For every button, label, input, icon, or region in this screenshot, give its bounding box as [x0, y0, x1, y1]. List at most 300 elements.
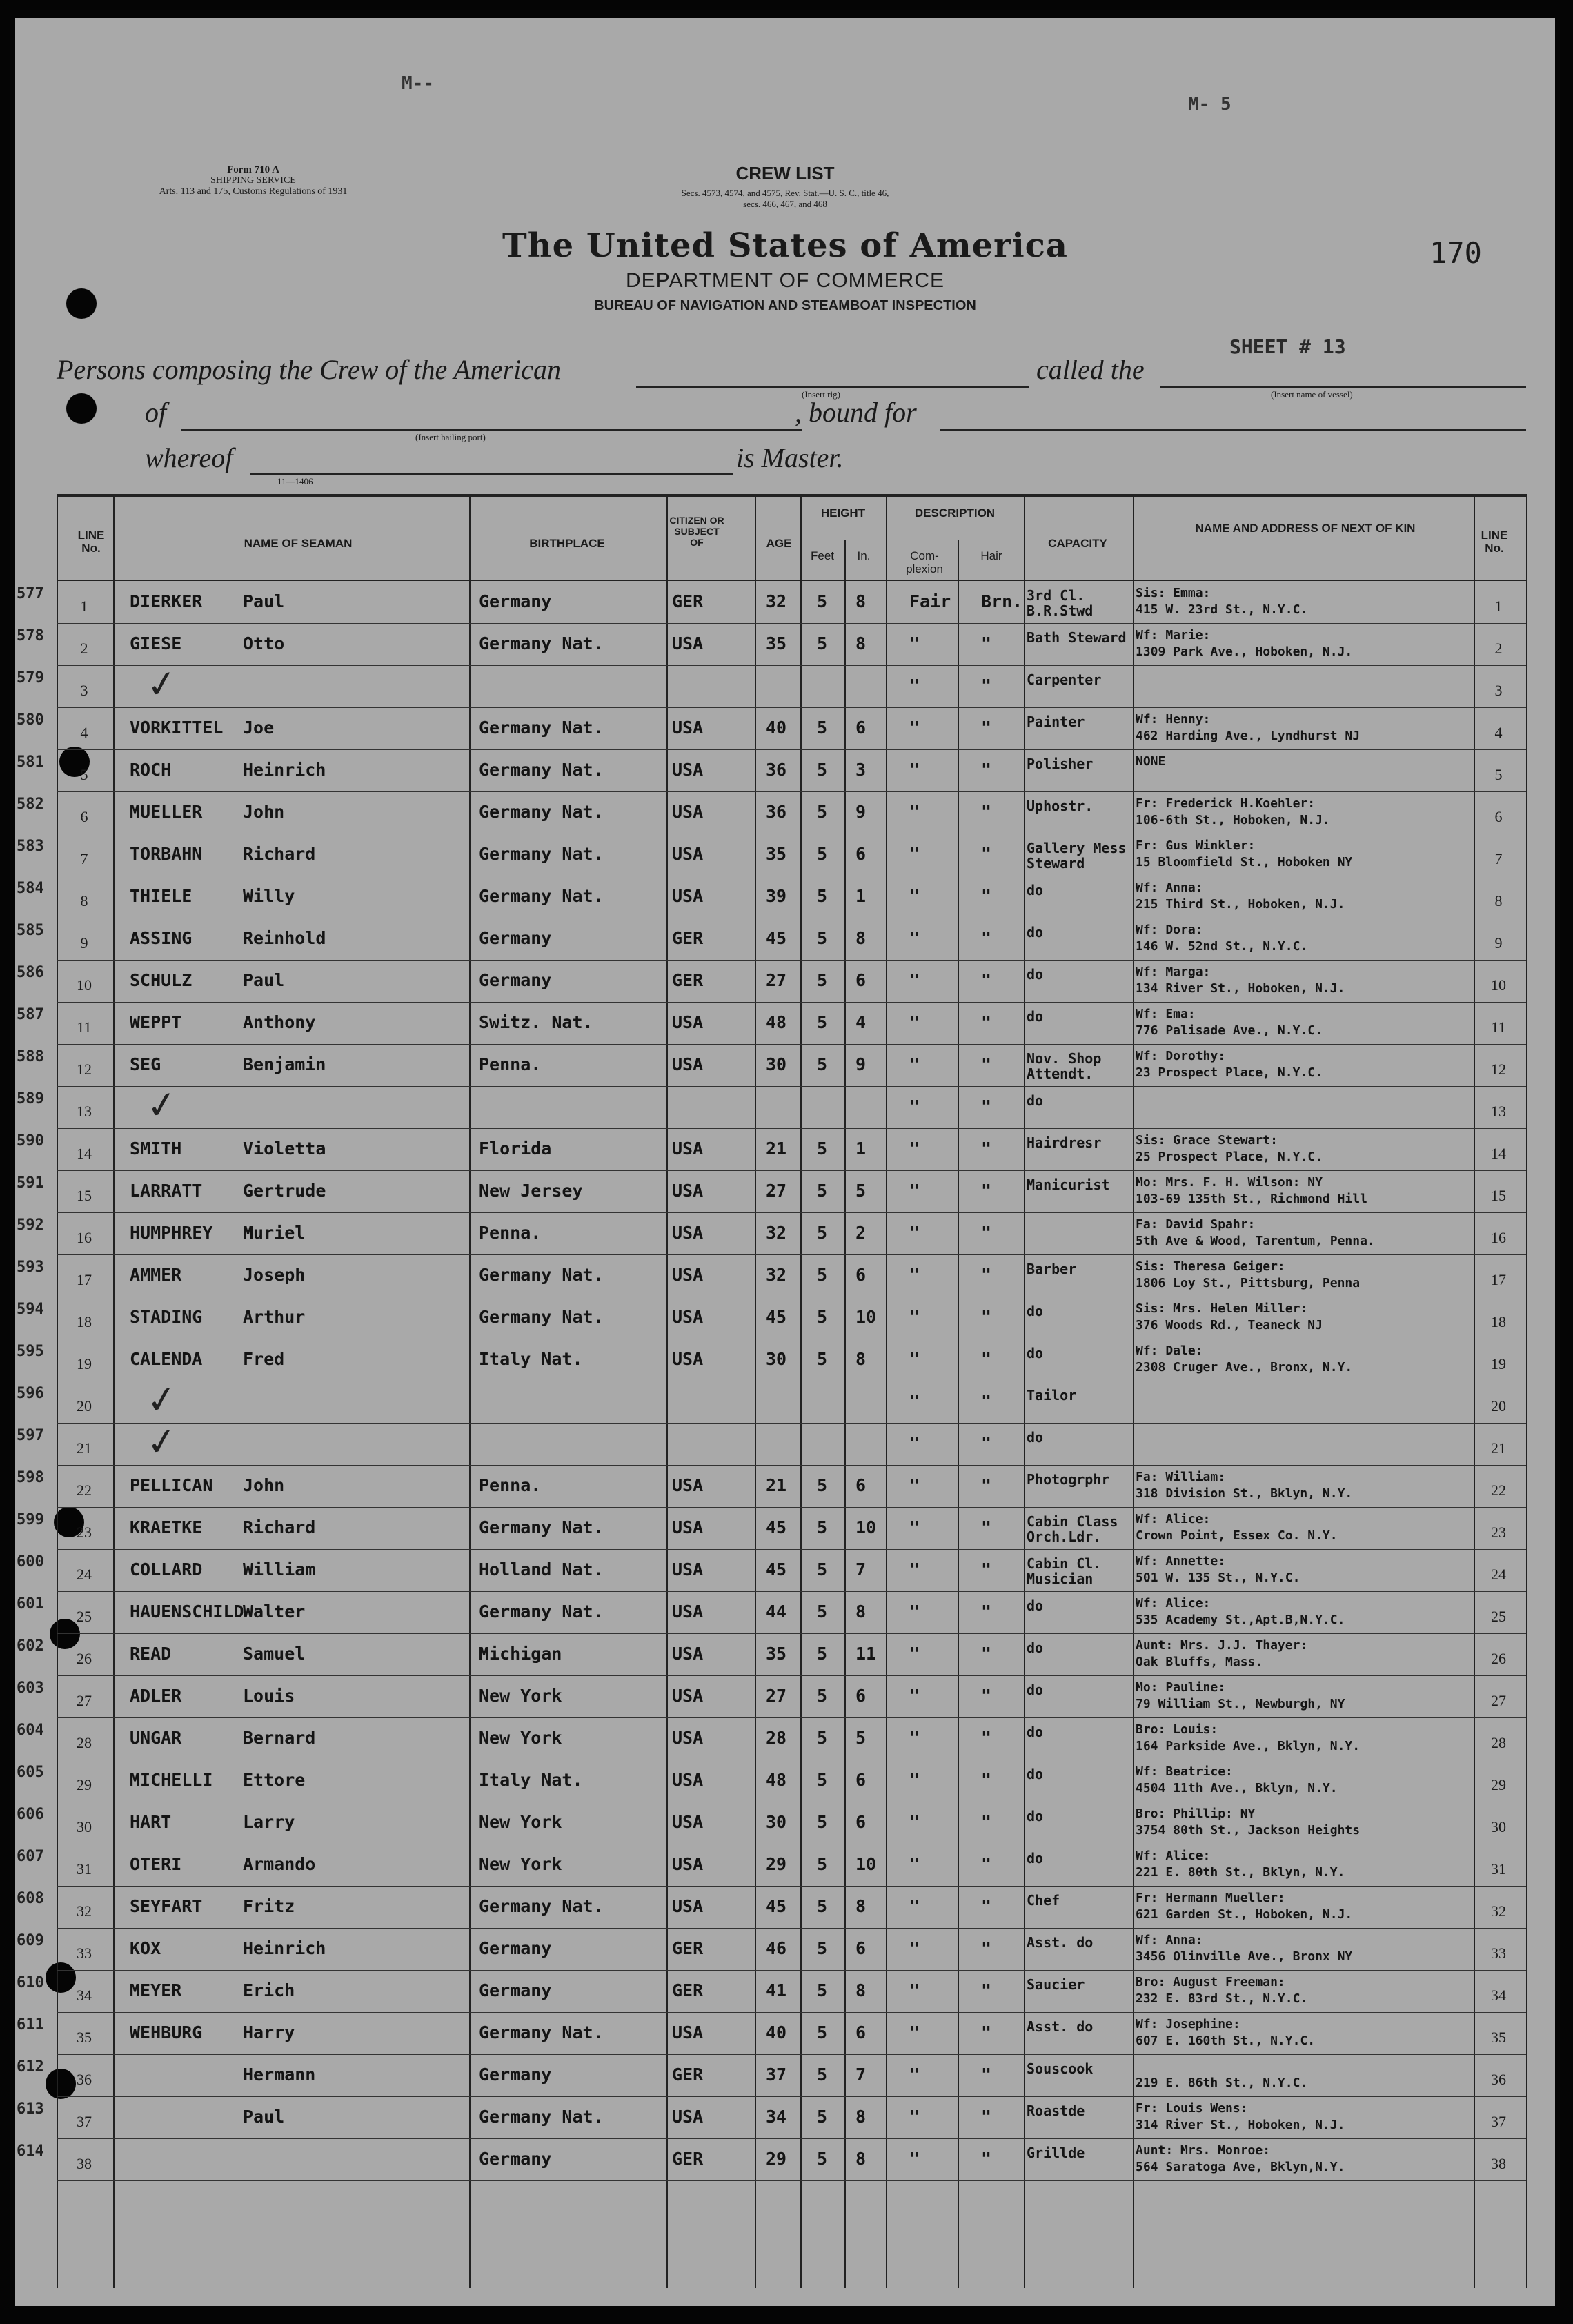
height-inches-value: 5 — [855, 1181, 867, 1201]
line-number: 24 — [77, 1566, 92, 1583]
height-inches-value: 8 — [855, 2149, 867, 2169]
complexion-value: " — [909, 2022, 920, 2042]
birthplace-value: Germany Nat. — [479, 1602, 604, 1622]
line-number-right: 29 — [1491, 1776, 1506, 1793]
row-rule — [57, 1886, 1526, 1887]
height-inches-value: 6 — [855, 1938, 867, 1958]
line-number-right: 26 — [1491, 1650, 1506, 1667]
line-number-right: 19 — [1491, 1355, 1506, 1372]
kin-address: 318 Division St., Bklyn, N.Y. — [1136, 1487, 1353, 1501]
hair-value: " — [981, 1938, 992, 1958]
birthplace-value: New Jersey — [479, 1181, 583, 1201]
birthplace-value: Germany Nat. — [479, 2022, 604, 2042]
intro-line-2a: of — [145, 397, 167, 428]
line-number: 31 — [77, 1860, 92, 1878]
column-divider — [1474, 494, 1475, 2288]
height-feet-value: 5 — [817, 1602, 828, 1622]
margin-number: 601 — [17, 1595, 44, 1613]
row-rule — [57, 749, 1526, 750]
complexion-value: " — [909, 2149, 920, 2169]
height-feet-value: 5 — [817, 1181, 828, 1201]
height-inches-value: 2 — [855, 1223, 867, 1243]
hair-value: " — [981, 1728, 992, 1748]
margin-number: 600 — [17, 1553, 44, 1570]
age-value: 46 — [766, 1938, 787, 1958]
row-rule — [57, 1633, 1526, 1634]
capacity-value: Cabin Class Orch.Ldr. — [1027, 1514, 1118, 1544]
line-number: 29 — [77, 1776, 92, 1793]
capacity-value: Asst. do — [1027, 1935, 1094, 1950]
birthplace-value: Florida — [479, 1139, 552, 1159]
line-number-right: 3 — [1494, 682, 1503, 699]
header-bottom-rule — [57, 580, 1526, 581]
kin-address: Crown Point, Essex Co. N.Y. — [1136, 1529, 1338, 1543]
hair-value: " — [981, 676, 992, 696]
line-number: 1 — [80, 598, 88, 615]
statute-references — [15, 188, 1555, 210]
birthplace-value: Penna. — [479, 1475, 542, 1495]
statute-line-1: Secs. 4573, 4574, and 4575, Rev. Stat.—U. S. C., title 46, — [681, 188, 889, 198]
birthplace-value: Penna. — [479, 1223, 542, 1243]
kin-name: Wf: Anna: — [1136, 1933, 1203, 1947]
seaman-surname: ROCH — [130, 760, 172, 780]
birthplace-value: Germany — [479, 591, 552, 611]
seaman-given-name: Benjamin — [243, 1054, 326, 1074]
kin-address: 215 Third St., Hoboken, N.J. — [1136, 898, 1345, 912]
hair-value: " — [981, 1054, 992, 1074]
complexion-value: " — [909, 802, 920, 822]
seaman-given-name: John — [243, 1475, 285, 1495]
height-inches-value: 8 — [855, 1602, 867, 1622]
col-header-kin: NAME AND ADDRESS OF NEXT OF KIN — [1195, 522, 1416, 535]
column-divider — [755, 494, 756, 2288]
hair-value: " — [981, 844, 992, 864]
line-number: 26 — [77, 1650, 92, 1667]
kin-name: Wf: Henny: — [1136, 713, 1211, 727]
citizen-value: USA — [672, 1770, 704, 1790]
hair-value: " — [981, 2022, 992, 2042]
kin-address: 621 Garden St., Hoboken, N.J. — [1136, 1908, 1353, 1922]
height-feet-value: 5 — [817, 1139, 828, 1159]
line-number: 14 — [77, 1145, 92, 1162]
birthplace-value: New York — [479, 1686, 562, 1706]
row-rule — [57, 1591, 1526, 1592]
kin-address: 23 Prospect Place, N.Y.C. — [1136, 1066, 1323, 1080]
kin-name: Wf: Dorothy: — [1136, 1050, 1226, 1063]
age-value: 35 — [766, 844, 787, 864]
hair-value: " — [981, 2149, 992, 2169]
birthplace-value: New York — [479, 1812, 562, 1832]
kin-name: Bro: August Freeman: — [1136, 1976, 1285, 1989]
height-inches-value: 9 — [855, 802, 867, 822]
birthplace-value: Germany — [479, 2149, 552, 2169]
seaman-given-name: Walter — [243, 1602, 306, 1622]
height-feet-value: 5 — [817, 1980, 828, 2000]
kin-address: 607 E. 160th St., N.Y.C. — [1136, 2034, 1316, 2048]
capacity-value: do — [1027, 1598, 1044, 1613]
capacity-value: do — [1027, 1766, 1044, 1782]
age-value: 32 — [766, 1265, 787, 1285]
complexion-value: " — [909, 1812, 920, 1832]
kin-address: 1806 Loy St., Pittsburg, Penna — [1136, 1277, 1361, 1290]
seaman-given-name: Muriel — [243, 1223, 306, 1243]
col-header-name: NAME OF SEAMAN — [244, 537, 353, 550]
height-inches-value: 8 — [855, 1980, 867, 2000]
kin-address: 415 W. 23rd St., N.Y.C. — [1136, 603, 1308, 617]
seaman-given-name: Bernard — [243, 1728, 316, 1748]
line-number-right: 37 — [1491, 2113, 1506, 2130]
height-feet-value: 5 — [817, 1559, 828, 1579]
line-number-right: 28 — [1491, 1734, 1506, 1751]
age-value: 35 — [766, 1644, 787, 1664]
seaman-surname: MUELLER — [130, 802, 203, 822]
hair-value: " — [981, 970, 992, 990]
kin-name: Wf: Josephine: — [1136, 2018, 1240, 2031]
check-mark-icon: ✓ — [143, 1376, 181, 1424]
kin-address: 79 William St., Newburgh, NY — [1136, 1697, 1345, 1711]
complexion-value: " — [909, 970, 920, 990]
vessel-hint: (Insert name of vessel) — [1271, 389, 1353, 400]
capacity-value: Gallery Mess Steward — [1027, 840, 1127, 871]
row-rule — [57, 2180, 1526, 2181]
line-number: 7 — [80, 850, 88, 867]
height-inches-value: 7 — [855, 2065, 867, 2085]
column-divider — [1526, 494, 1527, 2288]
row-rule — [57, 1002, 1526, 1003]
rig-fill-line — [636, 386, 1029, 388]
citizen-value: USA — [672, 1265, 704, 1285]
age-value: 32 — [766, 591, 787, 611]
master-fill-line — [250, 473, 733, 475]
complexion-value: " — [909, 1517, 920, 1537]
hair-value: " — [981, 1433, 992, 1453]
line-number-right: 17 — [1491, 1271, 1506, 1288]
margin-number: 588 — [17, 1048, 44, 1065]
kin-address: 314 River St., Hoboken, N.J. — [1136, 2118, 1345, 2132]
row-rule — [57, 1170, 1526, 1171]
port-hint: (Insert hailing port) — [415, 432, 486, 442]
seaman-surname: HAUENSCHILD — [130, 1602, 244, 1622]
height-feet-value: 5 — [817, 1854, 828, 1874]
kin-address: 232 E. 83rd St., N.Y.C. — [1136, 1992, 1308, 2006]
line-number: 3 — [80, 682, 88, 699]
height-inches-value: 10 — [855, 1307, 877, 1327]
kin-address: 564 Saratoga Ave, Bklyn,N.Y. — [1136, 2160, 1345, 2174]
complexion-value: " — [909, 1728, 920, 1748]
citizen-value: USA — [672, 1896, 704, 1916]
line-number-right: 31 — [1491, 1860, 1506, 1878]
row-rule — [57, 1549, 1526, 1550]
height-feet-value: 5 — [817, 1812, 828, 1832]
sheet-number: SHEET # 13 — [1229, 335, 1346, 358]
age-value: 21 — [766, 1475, 787, 1495]
margin-number: 580 — [17, 711, 44, 729]
height-inches-value: 8 — [855, 591, 867, 611]
column-divider — [57, 494, 58, 2288]
column-divider — [886, 494, 887, 2288]
age-value: 45 — [766, 928, 787, 948]
line-number-right: 35 — [1491, 2029, 1506, 2046]
kin-address: 376 Woods Rd., Teaneck NJ — [1136, 1319, 1323, 1332]
row-rule — [57, 1128, 1526, 1129]
row-rule — [57, 2096, 1526, 2097]
complexion-value: " — [909, 1265, 920, 1285]
row-rule — [57, 1086, 1526, 1087]
citizen-value: USA — [672, 1644, 704, 1664]
margin-number: 590 — [17, 1132, 44, 1150]
capacity-value: Hairdresr — [1027, 1135, 1102, 1150]
citizen-value: USA — [672, 633, 704, 653]
capacity-value: do — [1027, 1809, 1044, 1824]
citizen-value: USA — [672, 760, 704, 780]
kin-name: Bro: Louis: — [1136, 1723, 1218, 1737]
kin-name: Sis: Emma: — [1136, 587, 1211, 600]
crew-list-sheet — [15, 18, 1555, 2306]
kin-name: NONE — [1136, 755, 1166, 769]
citizen-value: USA — [672, 844, 704, 864]
citizen-value: USA — [672, 1812, 704, 1832]
intro-line-3a: whereof — [145, 442, 233, 473]
line-number-right: 22 — [1491, 1481, 1506, 1499]
seaman-surname: KOX — [130, 1938, 161, 1958]
kin-name: Fr: Frederick H.Koehler: — [1136, 797, 1316, 811]
birthplace-value: Penna. — [479, 1054, 542, 1074]
seaman-given-name: Erich — [243, 1980, 295, 2000]
seaman-given-name: Paul — [243, 591, 285, 611]
row-rule — [57, 791, 1526, 792]
page-number: 170 — [1429, 236, 1482, 270]
line-number: 13 — [77, 1103, 92, 1120]
age-value: 27 — [766, 1686, 787, 1706]
line-number-right: 20 — [1491, 1397, 1506, 1415]
hair-value: " — [981, 1307, 992, 1327]
row-rule — [57, 1254, 1526, 1255]
column-divider — [469, 494, 471, 2288]
age-value: 40 — [766, 2022, 787, 2042]
seaman-given-name: Heinrich — [243, 760, 326, 780]
line-number: 38 — [77, 2155, 92, 2172]
complexion-value: " — [909, 1559, 920, 1579]
margin-number: 604 — [17, 1722, 44, 1739]
line-number: 9 — [80, 934, 88, 952]
capacity-value: do — [1027, 1346, 1044, 1361]
hair-value: " — [981, 886, 992, 906]
seaman-surname: HART — [130, 1812, 172, 1832]
kin-address: 5th Ave & Wood, Tarentum, Penna. — [1136, 1234, 1375, 1248]
row-rule — [57, 665, 1526, 666]
margin-number: 603 — [17, 1680, 44, 1697]
kin-name: Wf: Ema: — [1136, 1007, 1196, 1021]
seaman-surname: UNGAR — [130, 1728, 182, 1748]
age-value: 45 — [766, 1559, 787, 1579]
line-number-right: 21 — [1491, 1439, 1506, 1457]
row-rule — [57, 1507, 1526, 1508]
birthplace-value: Germany — [479, 2065, 552, 2085]
kin-name: Fr: Hermann Mueller: — [1136, 1891, 1285, 1905]
hair-value: " — [981, 633, 992, 653]
kin-address: 1309 Park Ave., Hoboken, N.J. — [1136, 645, 1353, 659]
height-inches-value: 6 — [855, 970, 867, 990]
line-number: 28 — [77, 1734, 92, 1751]
seaman-given-name: Arthur — [243, 1307, 306, 1327]
margin-number: 609 — [17, 1932, 44, 1949]
margin-number: 595 — [17, 1343, 44, 1360]
col-header-citizen: CITIZEN OR SUBJECT OF — [669, 515, 724, 548]
kin-name: Fr: Louis Wens: — [1136, 2102, 1248, 2116]
complexion-value: " — [909, 1938, 920, 1958]
row-rule — [57, 1044, 1526, 1045]
height-inches-value: 11 — [855, 1644, 877, 1664]
margin-number: 610 — [17, 1974, 44, 1991]
kin-name: Fa: William: — [1136, 1470, 1226, 1484]
age-value: 21 — [766, 1139, 787, 1159]
capacity-value: Barber — [1027, 1261, 1077, 1277]
complexion-value: Fair — [909, 591, 951, 611]
seaman-given-name: Paul — [243, 2107, 285, 2127]
row-rule — [57, 1675, 1526, 1676]
kin-address: 103-69 135th St., Richmond Hill — [1136, 1192, 1367, 1206]
margin-number: 596 — [17, 1385, 44, 1402]
capacity-value: do — [1027, 1303, 1044, 1319]
kin-name: Wf: Anna: — [1136, 881, 1203, 895]
citizen-value: GER — [672, 2065, 704, 2085]
age-value: 48 — [766, 1770, 787, 1790]
line-number: 33 — [77, 1944, 92, 1962]
line-number: 30 — [77, 1818, 92, 1835]
birthplace-value: Switz. Nat. — [479, 1012, 593, 1032]
vessel-fill-line — [1160, 386, 1526, 388]
line-number: 16 — [77, 1229, 92, 1246]
height-inches-value: 6 — [855, 718, 867, 738]
col-header-feet: Feet — [810, 549, 835, 562]
hair-value: " — [981, 1602, 992, 1622]
hair-value: " — [981, 2065, 992, 2085]
line-number-right: 11 — [1491, 1018, 1506, 1036]
row-rule — [57, 623, 1526, 624]
hair-value: " — [981, 1559, 992, 1579]
seaman-surname: WEHBURG — [130, 2022, 203, 2042]
kin-address: 462 Harding Ave., Lyndhurst NJ — [1136, 729, 1361, 743]
height-feet-value: 5 — [817, 1517, 828, 1537]
seaman-given-name: Reinhold — [243, 928, 326, 948]
seaman-given-name: Anthony — [243, 1012, 316, 1032]
seaman-given-name: Hermann — [243, 2065, 316, 2085]
line-number: 32 — [77, 1902, 92, 1920]
seaman-given-name: Fritz — [243, 1896, 295, 1916]
citizen-value: USA — [672, 1139, 704, 1159]
age-value: 29 — [766, 1854, 787, 1874]
height-feet-value: 5 — [817, 1054, 828, 1074]
birthplace-value: Germany Nat. — [479, 718, 604, 738]
column-divider — [958, 540, 959, 2288]
age-value: 27 — [766, 1181, 787, 1201]
seaman-given-name: Armando — [243, 1854, 316, 1874]
hair-value: " — [981, 1096, 992, 1116]
height-inches-value: 9 — [855, 1054, 867, 1074]
complexion-value: " — [909, 1307, 920, 1327]
line-number: 10 — [77, 976, 92, 994]
citizen-value: USA — [672, 1307, 704, 1327]
margin-number: 612 — [17, 2058, 44, 2076]
margin-number: 585 — [17, 922, 44, 939]
height-feet-value: 5 — [817, 633, 828, 653]
rig-hint: (Insert rig) — [802, 389, 840, 400]
birthplace-value: Germany Nat. — [479, 1265, 604, 1285]
capacity-value: Manicurist — [1027, 1177, 1110, 1192]
hair-value: " — [981, 1012, 992, 1032]
hair-value: " — [981, 1770, 992, 1790]
line-number-right: 5 — [1494, 766, 1503, 783]
capacity-value: do — [1027, 967, 1044, 982]
age-value: 27 — [766, 970, 787, 990]
height-inches-value: 1 — [855, 886, 867, 906]
kin-name: Wf: Marga: — [1136, 965, 1211, 979]
age-value: 45 — [766, 1517, 787, 1537]
kin-address: 3754 80th St., Jackson Heights — [1136, 1824, 1361, 1838]
check-mark-icon: ✓ — [143, 1081, 181, 1129]
age-value: 30 — [766, 1812, 787, 1832]
height-feet-value: 5 — [817, 1307, 828, 1327]
height-inches-value: 8 — [855, 928, 867, 948]
kin-name: Wf: Alice: — [1136, 1513, 1211, 1526]
citizen-value: GER — [672, 1938, 704, 1958]
kin-name: Wf: Dale: — [1136, 1344, 1203, 1358]
intro-line-1a: Persons composing the Crew of the American — [57, 354, 562, 385]
line-number-right: 25 — [1491, 1608, 1506, 1625]
col-header-hair: Hair — [980, 549, 1002, 562]
height-feet-value: 5 — [817, 1896, 828, 1916]
complexion-value: " — [909, 633, 920, 653]
kin-name: Mo: Mrs. F. H. Wilson: NY — [1136, 1176, 1323, 1190]
citizen-value: USA — [672, 1728, 704, 1748]
hair-value: " — [981, 1644, 992, 1664]
birthplace-value: Italy Nat. — [479, 1770, 583, 1790]
kin-name: Fr: Gus Winkler: — [1136, 839, 1256, 853]
birthplace-value: New York — [479, 1854, 562, 1874]
citizen-value: USA — [672, 1223, 704, 1243]
complexion-value: " — [909, 844, 920, 864]
complexion-value: " — [909, 1096, 920, 1116]
seaman-given-name: Harry — [243, 2022, 295, 2042]
citizen-value: GER — [672, 2149, 704, 2169]
margin-number: 579 — [17, 669, 44, 687]
kin-address: 25 Prospect Place, N.Y.C. — [1136, 1150, 1323, 1164]
birthplace-value: Germany Nat. — [479, 886, 604, 906]
capacity-value: do — [1027, 925, 1044, 940]
seaman-given-name: John — [243, 802, 285, 822]
hair-value: " — [981, 1139, 992, 1159]
capacity-value: do — [1027, 1093, 1044, 1108]
kin-address: 776 Palisade Ave., N.Y.C. — [1136, 1024, 1323, 1038]
form-number-text: Form 710 A — [227, 164, 279, 175]
margin-number: 597 — [17, 1427, 44, 1444]
seaman-surname: VORKITTEL — [130, 718, 224, 738]
margin-number: 592 — [17, 1217, 44, 1234]
birthplace-value: Germany Nat. — [479, 633, 604, 653]
hair-value: " — [981, 802, 992, 822]
line-number-right: 30 — [1491, 1818, 1506, 1835]
margin-number: 593 — [17, 1259, 44, 1276]
capacity-value: Asst. do — [1027, 2019, 1094, 2034]
birthplace-value: Germany Nat. — [479, 1517, 604, 1537]
seaman-surname: SMITH — [130, 1139, 182, 1159]
height-feet-value: 5 — [817, 802, 828, 822]
hair-value: " — [981, 1349, 992, 1369]
height-feet-value: 5 — [817, 1938, 828, 1958]
form-code: 11—1406 — [277, 476, 313, 486]
citizen-value: USA — [672, 1559, 704, 1579]
complexion-value: " — [909, 1602, 920, 1622]
